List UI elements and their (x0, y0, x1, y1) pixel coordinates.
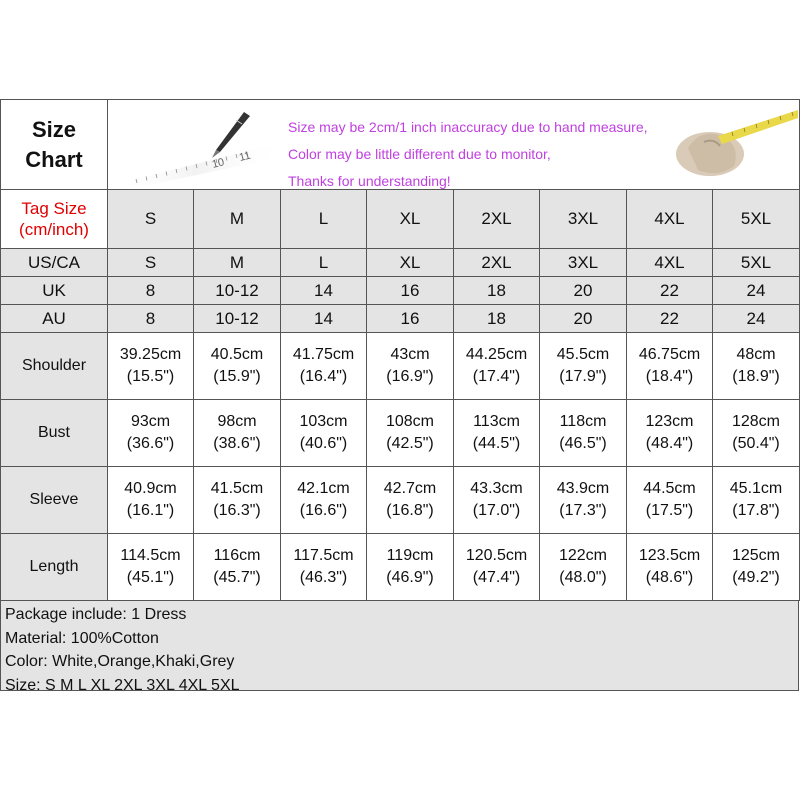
tag-size-label: Tag Size (21, 199, 87, 218)
row-label: Shoulder (1, 333, 108, 400)
table-cell (281, 467, 367, 534)
inch-value: (17.5") (645, 502, 694, 519)
cm-value: 41.75cm (292, 346, 355, 363)
row-label: Length (1, 534, 108, 601)
table-cell (367, 400, 454, 467)
color-line: Color: White,Orange,Khaki,Grey (5, 653, 235, 670)
pen-ruler-graphic (116, 106, 276, 186)
cm-value: 122cm (558, 547, 608, 564)
title-line1: Size (31, 116, 77, 142)
table-cell: 22 (627, 277, 713, 305)
size-chart-table (0, 99, 800, 601)
ruler-mark-11: 11 (237, 149, 252, 165)
cm-value: 46.75cm (638, 346, 701, 363)
inch-value: (17.0") (472, 502, 521, 519)
inch-value: (16.1") (126, 502, 175, 519)
table-cell (367, 333, 454, 400)
row-label: Sleeve (1, 467, 108, 534)
cm-value: 45.5cm (556, 346, 610, 363)
cm-value: 42.1cm (297, 480, 350, 497)
table-cell (194, 467, 281, 534)
table-cell (454, 400, 540, 467)
table-cell (713, 400, 800, 467)
inch-value: (48.6") (645, 569, 694, 586)
tag-size-unit: (cm/inch) (19, 220, 89, 239)
inch-value: (50.4") (732, 435, 780, 452)
cm-value: 125cm (731, 547, 781, 564)
table-cell: 3XL (540, 249, 627, 277)
note-thanks: Thanks for understanding! (288, 173, 451, 189)
table-cell (108, 333, 194, 400)
table-cell: 5XL (713, 249, 800, 277)
table-cell (540, 333, 627, 400)
cm-value: 39.25cm (119, 346, 182, 363)
table-cell (367, 467, 454, 534)
cm-value: 108cm (385, 413, 435, 430)
table-cell (108, 400, 194, 467)
product-info-footer (0, 601, 799, 694)
table-cell: 8 (108, 305, 194, 333)
table-cell: 22 (627, 305, 713, 333)
size-cell-l: L (281, 190, 367, 249)
banner-cell (108, 100, 800, 190)
table-cell: 24 (713, 305, 800, 333)
cm-value: 119cm (386, 547, 434, 564)
cm-value: 128cm (731, 413, 781, 430)
size-cell-xl: XL (367, 190, 454, 249)
table-cell (627, 400, 713, 467)
table-cell: 24 (713, 277, 800, 305)
uk-row (1, 277, 800, 305)
size-cell-4xl: 4XL (627, 190, 713, 249)
inch-value: (18.9") (732, 368, 780, 385)
size-cell-5xl: 5XL (713, 190, 800, 249)
inch-value: (45.7") (213, 569, 261, 586)
table-cell (627, 333, 713, 400)
table-cell: 14 (281, 277, 367, 305)
inch-value: (49.2") (732, 569, 780, 586)
inch-value: (17.8") (732, 502, 780, 519)
cm-value: 40.5cm (210, 346, 264, 363)
title-cell (1, 100, 108, 190)
note-inaccuracy: Size may be 2cm/1 inch inaccuracy due to hand measure, (288, 119, 648, 135)
table-cell: 4XL (627, 249, 713, 277)
table-cell (713, 467, 800, 534)
inch-value: (36.6") (126, 435, 175, 452)
size-cell-s: S (108, 190, 194, 249)
inch-value: (15.9") (213, 368, 261, 385)
tag-size-row (1, 190, 800, 249)
us-ca-row (1, 249, 800, 277)
size-cell-2xl: 2XL (454, 190, 540, 249)
title-line2: Chart (25, 146, 83, 172)
au-row (1, 305, 800, 333)
tag-size-label-cell (1, 190, 108, 249)
row-label: US/CA (1, 249, 108, 277)
size-line: Size: S M L XL 2XL 3XL 4XL 5XL (5, 676, 240, 694)
length-row (1, 534, 800, 601)
table-cell: L (281, 249, 367, 277)
inch-value: (16.6") (299, 502, 348, 519)
inch-value: (17.3") (559, 502, 607, 519)
cm-value: 42.7cm (383, 480, 437, 497)
table-cell (281, 534, 367, 601)
cm-value: 41.5cm (210, 480, 264, 497)
table-cell: 14 (281, 305, 367, 333)
table-cell: 8 (108, 277, 194, 305)
package-line: Package include: 1 Dress (5, 606, 187, 623)
table-cell: M (194, 249, 281, 277)
cm-value: 103cm (299, 413, 348, 430)
cm-value: 48cm (736, 346, 776, 363)
cm-value: 93cm (130, 413, 171, 430)
row-label: Bust (1, 400, 108, 467)
note-color: Color may be little different due to monitor, (288, 146, 551, 162)
table-cell (713, 534, 800, 601)
table-cell: 10-12 (194, 305, 281, 333)
size-chart-sheet (0, 99, 799, 694)
table-cell (627, 467, 713, 534)
ruler-mark-10: 10 (210, 156, 226, 171)
table-cell: 18 (454, 305, 540, 333)
notes-block (288, 114, 648, 190)
cm-value: 123.5cm (638, 547, 701, 564)
table-cell: 20 (540, 305, 627, 333)
table-cell: 2XL (454, 249, 540, 277)
inch-value: (48.0") (559, 569, 607, 586)
bust-row (1, 400, 800, 467)
cm-value: 43cm (390, 346, 430, 363)
cm-value: 116cm (213, 547, 261, 564)
header-row (1, 100, 800, 190)
inch-value: (38.6") (213, 435, 261, 452)
inch-value: (16.9") (386, 368, 434, 385)
inch-value: (16.4") (299, 368, 348, 385)
table-cell (454, 333, 540, 400)
size-cell-3xl: 3XL (540, 190, 627, 249)
table-cell (540, 400, 627, 467)
table-cell (281, 333, 367, 400)
table-cell (108, 467, 194, 534)
cm-value: 120.5cm (465, 547, 528, 564)
inch-value: (17.4") (472, 368, 521, 385)
table-cell: 16 (367, 305, 454, 333)
cm-value: 114.5cm (120, 547, 181, 564)
table-cell: 20 (540, 277, 627, 305)
table-cell: 16 (367, 277, 454, 305)
inch-value: (48.4") (645, 435, 694, 452)
size-cell-m: M (194, 190, 281, 249)
cm-value: 43.9cm (556, 480, 610, 497)
table-cell (454, 534, 540, 601)
inch-value: (17.9") (559, 368, 607, 385)
cm-value: 40.9cm (124, 480, 177, 497)
cm-value: 118cm (559, 413, 607, 430)
inch-value: (45.1") (126, 569, 175, 586)
inch-value: (46.5") (559, 435, 607, 452)
table-cell: XL (367, 249, 454, 277)
table-cell: S (108, 249, 194, 277)
inch-value: (15.5") (126, 368, 175, 385)
inch-value: (46.9") (386, 569, 434, 586)
inch-value: (46.3") (299, 569, 348, 586)
cm-value: 98cm (217, 413, 257, 430)
inch-value: (40.6") (299, 435, 348, 452)
table-cell (627, 534, 713, 601)
table-cell (281, 400, 367, 467)
row-label: UK (1, 277, 108, 305)
inch-value: (18.4") (645, 368, 694, 385)
table-cell (540, 467, 627, 534)
cm-value: 44.5cm (643, 480, 696, 497)
cm-value: 113cm (473, 413, 520, 430)
sleeve-row (1, 467, 800, 534)
table-cell (540, 534, 627, 601)
cm-value: 43.3cm (470, 480, 523, 497)
shoulder-row (1, 333, 800, 400)
row-label: AU (1, 305, 108, 333)
inch-value: (16.3") (213, 502, 261, 519)
cm-value: 45.1cm (729, 480, 783, 497)
inch-value: (42.5") (386, 435, 434, 452)
table-cell: 18 (454, 277, 540, 305)
table-cell (454, 467, 540, 534)
cm-value: 117.5cm (293, 547, 354, 564)
table-cell (108, 534, 194, 601)
table-cell (194, 400, 281, 467)
cm-value: 44.25cm (465, 346, 528, 363)
material-line: Material: 100%Cotton (5, 629, 159, 647)
table-cell: 10-12 (194, 277, 281, 305)
table-cell (367, 534, 454, 601)
table-cell (713, 333, 800, 400)
inch-value: (47.4") (472, 569, 521, 586)
inch-value: (44.5") (472, 435, 521, 452)
cm-value: 123cm (645, 413, 694, 430)
banner (108, 100, 799, 189)
inch-value: (16.8") (386, 502, 434, 519)
table-cell (194, 534, 281, 601)
table-cell (194, 333, 281, 400)
measuring-tape-graphic (648, 108, 798, 184)
